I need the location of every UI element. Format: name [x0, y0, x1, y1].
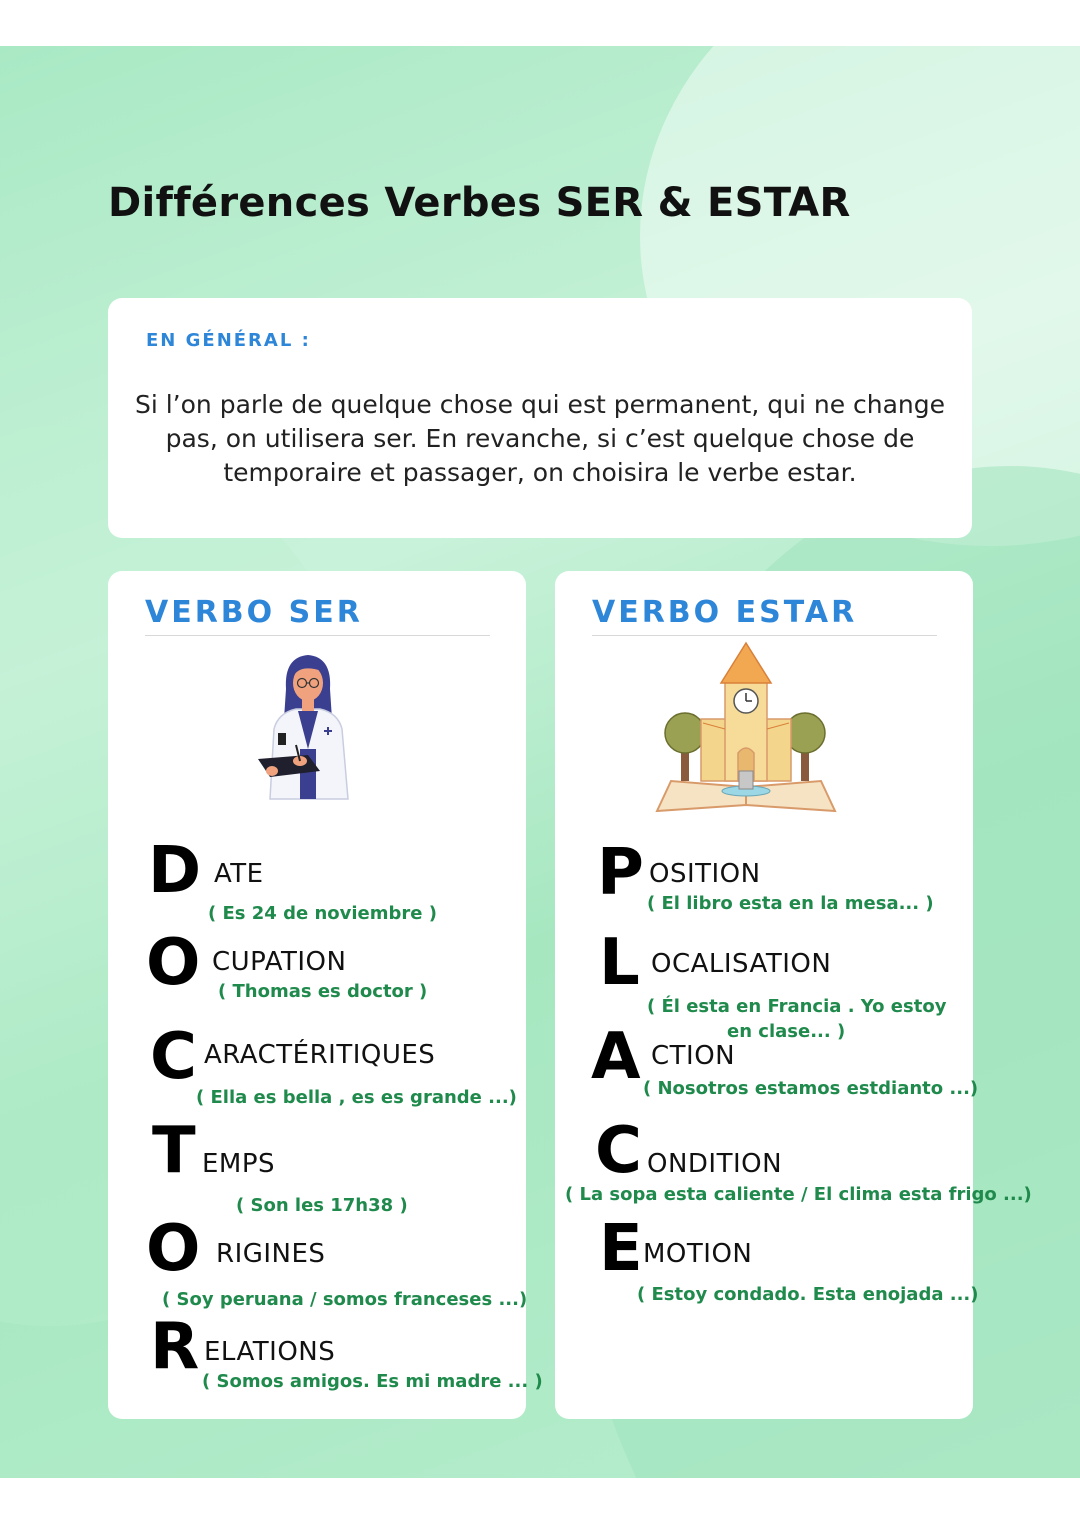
- doctor-illustration: [248, 649, 368, 801]
- estar-letter-e: E: [599, 1212, 643, 1286]
- ser-word-origines: RIGINES: [216, 1239, 326, 1269]
- page-title: Différences Verbes SER & ESTAR: [108, 180, 851, 226]
- estar-example-localisation-line1: ( Él esta en Francia . Yo estoy: [647, 996, 947, 1017]
- general-card: [108, 298, 972, 538]
- ser-word-occupation: CUPATION: [212, 947, 347, 977]
- ser-card: [108, 571, 543, 1419]
- ser-letter-o: O: [146, 926, 201, 1000]
- general-text: Si l’on parle de quelque chose qui est permanent, qui ne change pas, on utilisera ser. En revanche, si c’est quelque chose de temporaire et passager, on choisira le verbe estar.: [134, 390, 946, 487]
- estar-word-action: CTION: [651, 1041, 736, 1071]
- ser-example-date: ( Es 24 de noviembre ): [208, 903, 437, 924]
- estar-example-condition: ( La sopa esta caliente / El clima esta frigo ...): [565, 1184, 1032, 1205]
- estar-example-position: ( El libro esta en la mesa... ): [647, 893, 934, 914]
- estar-heading: VERBO ESTAR: [592, 595, 858, 630]
- estar-example-action: ( Nosotros estamos estdianto ...): [643, 1078, 979, 1099]
- ser-word-temps: EMPS: [202, 1149, 276, 1179]
- ser-word-relations: ELATIONS: [204, 1337, 336, 1367]
- estar-word-emotion: MOTION: [643, 1239, 753, 1269]
- ser-letter-c: C: [150, 1020, 197, 1094]
- ser-word-caracteritiques: ARACTÉRITIQUES: [204, 1040, 436, 1070]
- ser-letter-o2: O: [146, 1212, 201, 1286]
- estar-letter-l: L: [599, 926, 640, 1000]
- ser-letter-r: R: [150, 1310, 200, 1384]
- ser-heading: VERBO SER: [145, 595, 363, 630]
- general-label: EN GÉNÉRAL :: [146, 330, 311, 351]
- ser-letter-d: D: [148, 834, 202, 908]
- ser-example-relations: ( Somos amigos. Es mi madre ... ): [202, 1371, 543, 1392]
- town-book-illustration: [651, 641, 841, 817]
- divider: [145, 635, 490, 636]
- estar-card: [555, 571, 1032, 1419]
- estar-example-localisation-line2: en clase... ): [727, 1021, 846, 1042]
- ser-example-origines: ( Soy peruana / somos franceses ...): [162, 1289, 528, 1310]
- ser-example-occupation: ( Thomas es doctor ): [218, 981, 428, 1002]
- ser-letter-t: T: [152, 1114, 196, 1188]
- ser-word-date: ATE: [214, 859, 264, 889]
- estar-word-condition: ONDITION: [647, 1149, 783, 1179]
- divider: [592, 635, 937, 636]
- estar-letter-c: C: [595, 1114, 642, 1188]
- estar-letter-p: P: [597, 836, 644, 910]
- ser-example-caracteritiques: ( Ella es bella , es es grande ...): [196, 1087, 517, 1108]
- estar-word-position: OSITION: [649, 859, 761, 889]
- estar-example-emotion: ( Estoy condado. Esta enojada ...): [637, 1284, 979, 1305]
- ser-example-temps: ( Son les 17h38 ): [236, 1195, 408, 1216]
- estar-letter-a: A: [591, 1020, 641, 1094]
- estar-word-localisation: OCALISATION: [651, 949, 832, 979]
